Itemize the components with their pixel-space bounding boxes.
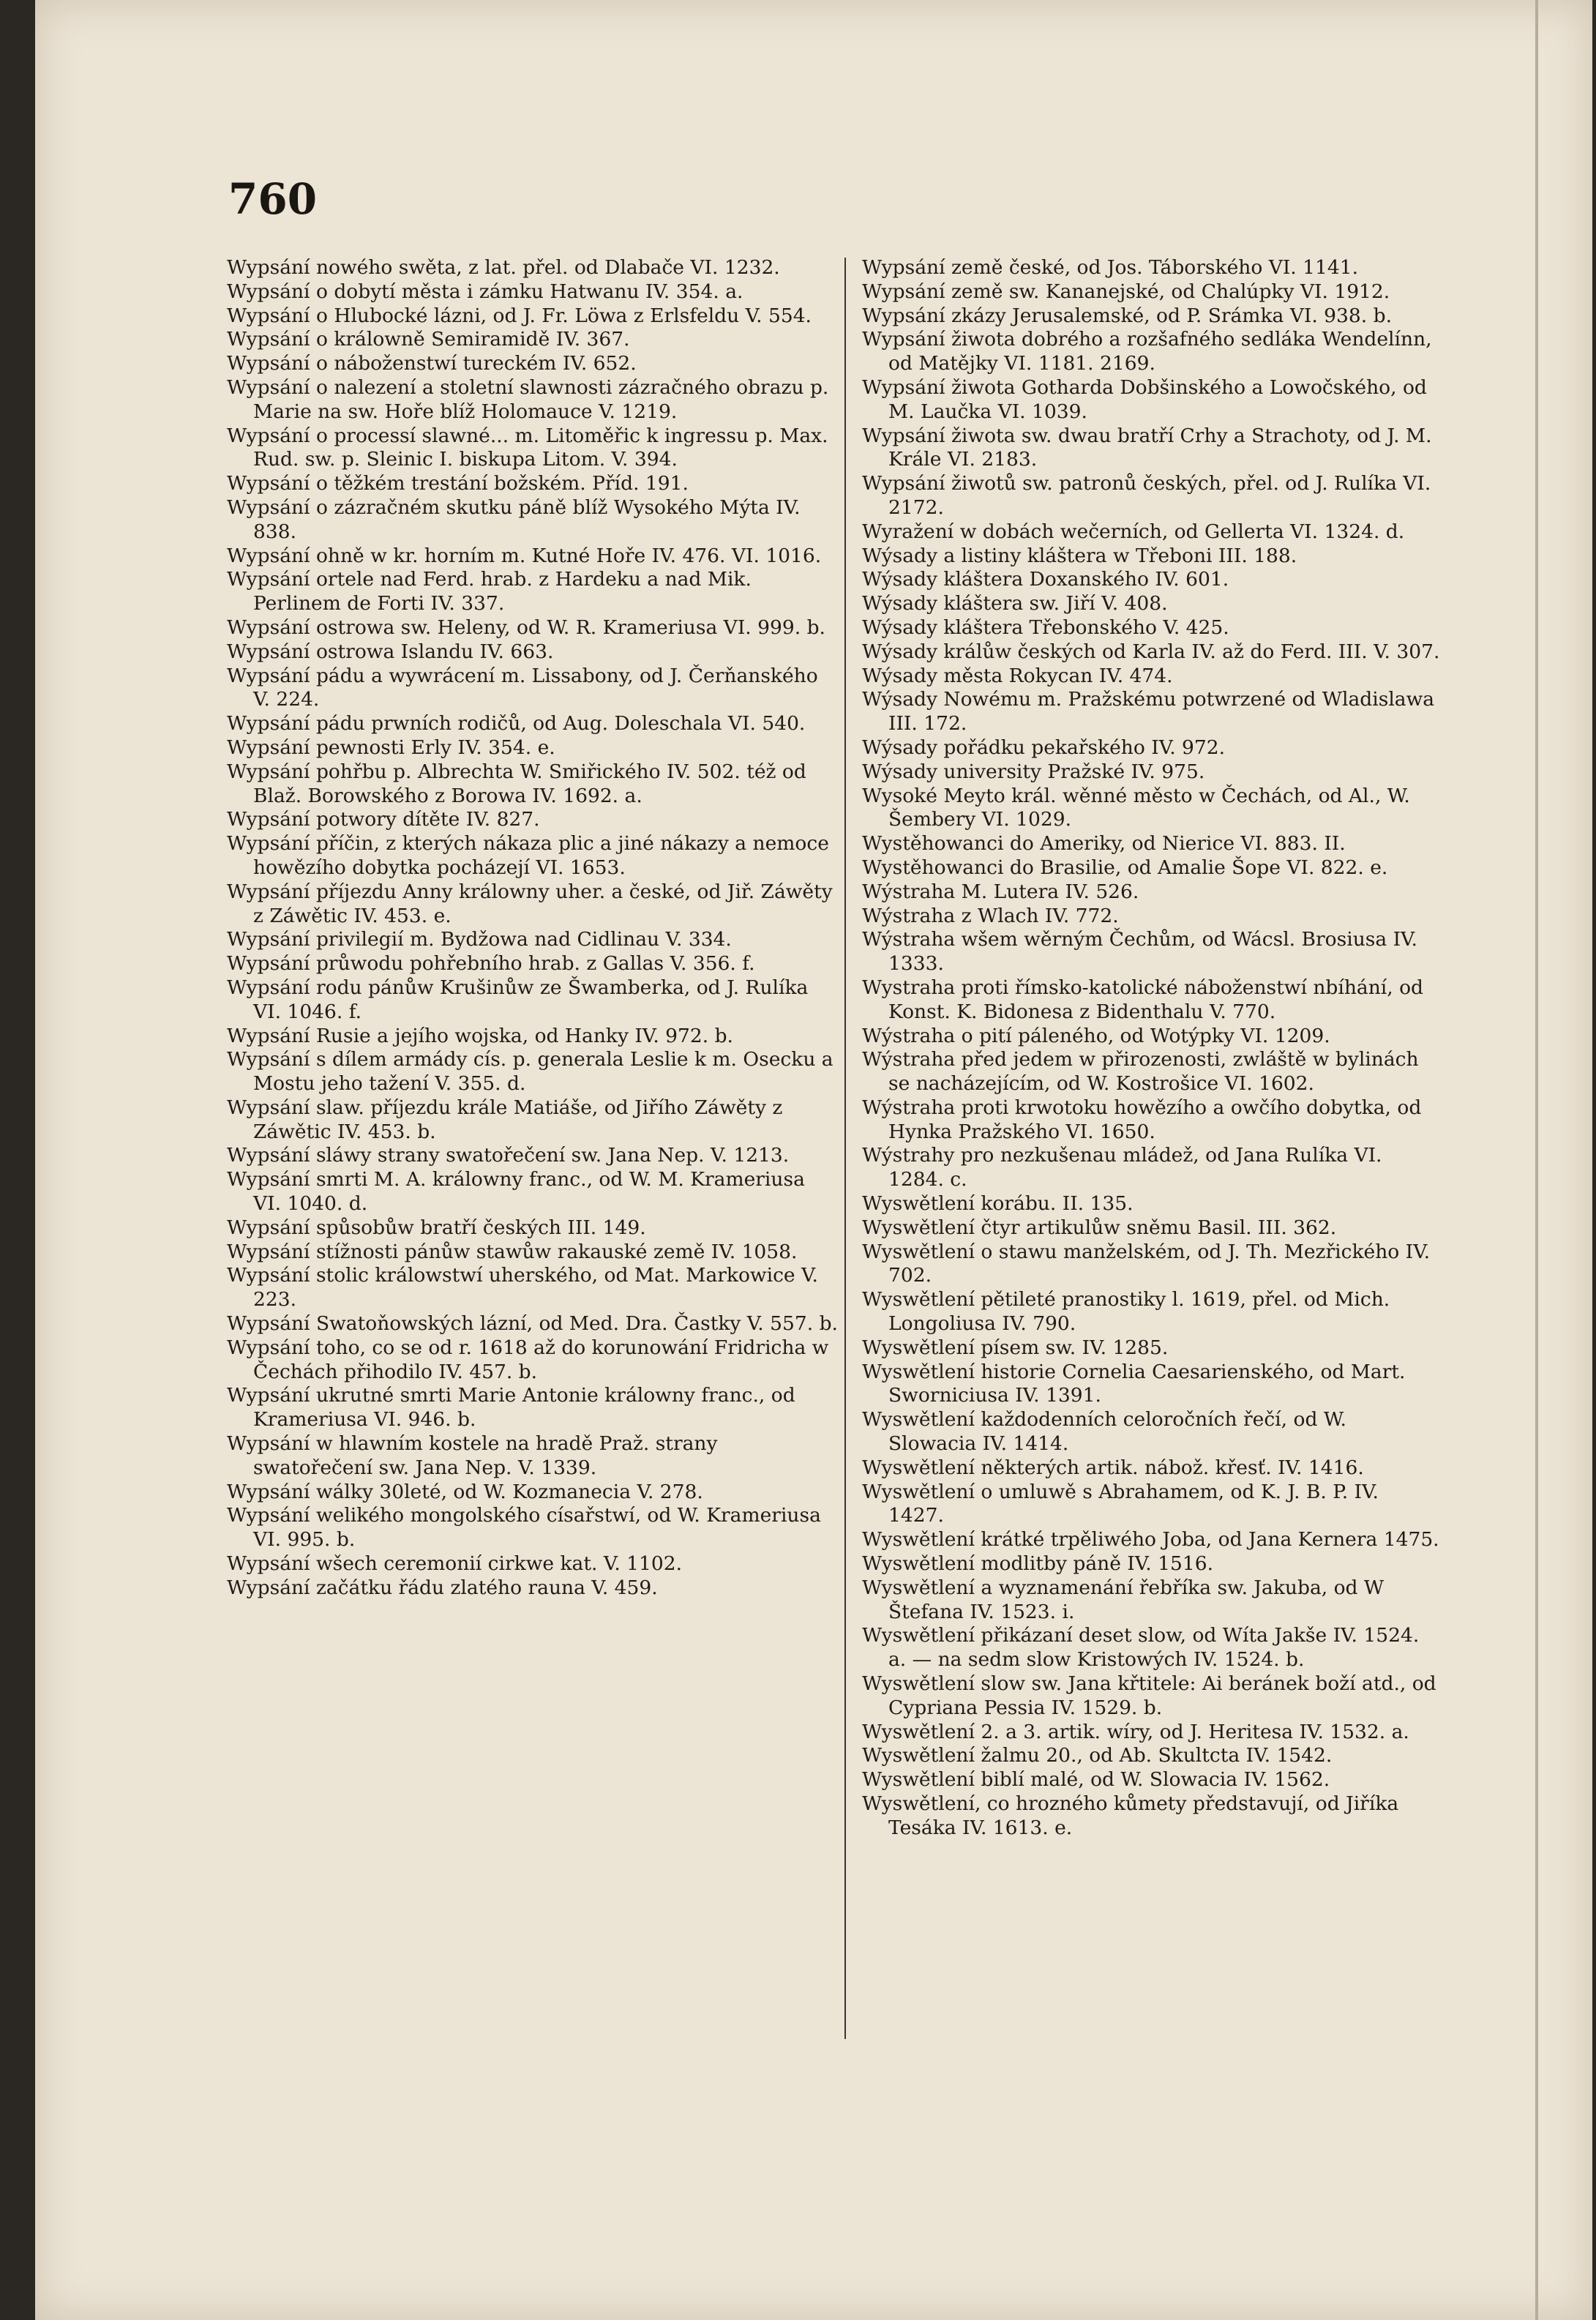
index-entry: Wyswětlení písem sw. IV. 1285. <box>862 1336 1169 1359</box>
index-entry: Wypsání ortele nad Ferd. hrab. z Hardeku a nad Mik. Perlinem de Forti IV. 337. <box>227 568 752 615</box>
index-entry: Wyswětlení, co hrozného kůmety představují, od Jiříka Tesáka IV. 1613. e. <box>862 1792 1399 1839</box>
index-entry: Wyswětlení žalmu 20., od Ab. Skultcta IV. 1542. <box>862 1744 1333 1767</box>
index-entry: Wypsání žiwotů sw. patronů českých, přel. od J. Rulíka VI. 2172. <box>862 472 1431 519</box>
index-entry: Wypsání o dobytí města i zámku Hatwanu IV. 354. a. <box>227 280 743 303</box>
index-entry: Wystěhowanci do Brasilie, od Amalie Šope VI. 822. e. <box>862 856 1388 879</box>
index-entry: Wypsání začátku řádu zlatého rauna V. 459. <box>227 1576 658 1599</box>
index-entry: Wýsady kláštera Třebonského V. 425. <box>862 615 1229 639</box>
book-page <box>35 0 1592 2320</box>
index-entry: Wýstraha wšem wěrným Čechům, od Wácsl. Brosiusa IV. 1333. <box>862 928 1417 976</box>
index-entry: Wýsady kláštera Doxanského IV. 601. <box>862 568 1229 591</box>
index-entry: Wyswětlení přikázaní deset slow, od Wíta Jakše IV. 1524. a. — na sedm slow Kristowých IV. 1524. b. <box>862 1624 1420 1672</box>
index-entry: Wypsání pádu a wywrácení m. Lissabony, od J. Čerňanského V. 224. <box>227 664 818 711</box>
index-entry: Wypsání země české, od Jos. Táborského VI. 1141. <box>862 256 1359 279</box>
index-entry: Wypsání o králowně Semiramidě IV. 367. <box>227 328 630 351</box>
index-entry: Wypsání ohně w kr. horním m. Kutné Hoře IV. 476. VI. 1016. <box>227 544 822 567</box>
index-entry: Wýsady university Pražské IV. 975. <box>862 760 1205 783</box>
column-divider <box>844 258 846 2039</box>
index-entry: Wypsání slaw. příjezdu krále Matiáše, od Jiřího Záwěty z Záwětic IV. 453. b. <box>227 1096 783 1143</box>
index-entry: Wypsání potwory dítěte IV. 827. <box>227 808 540 831</box>
index-entry: Wypsání země sw. Kananejské, od Chalúpky VI. 1912. <box>862 280 1390 303</box>
index-entry: Wyswětlení o umluwě s Abrahamem, od K. J. B. P. IV. 1427. <box>862 1480 1379 1527</box>
index-entry: Wypsání o náboženstwí tureckém IV. 652. <box>227 352 637 375</box>
index-entry: Wypsání zkázy Jerusalemské, od P. Srámka VI. 938. b. <box>862 304 1392 327</box>
index-entry: Wyswětlení každodenních celoročních řečí, od W. Slowacia IV. 1414. <box>862 1408 1346 1456</box>
index-entry: Wysoké Meyto král. wěnné město w Čechách, od Al., W. Šembery VI. 1029. <box>862 784 1410 831</box>
index-entry: Wýsady a listiny kláštera w Třeboni III. 188. <box>862 544 1297 567</box>
index-entry: Wyswětlení čtyr artikulůw sněmu Basil. III. 362. <box>862 1216 1337 1239</box>
index-entry: Wypsání žiwota dobrého a rozšafného sedláka Wendelínn, od Matějky VI. 1181. 2169. <box>862 328 1432 375</box>
index-entry: Wypsání spůsobůw bratří českých III. 149. <box>227 1216 646 1239</box>
index-entry: Wypsání Rusie a jejího wojska, od Hanky IV. 972. b. <box>227 1024 733 1047</box>
index-entry: Wypsání o nalezení a stoletní slawnosti zázračného obrazu p. Marie na sw. Hoře blíž Holomauce V. 1219. <box>227 375 829 423</box>
index-entry: Wypsání pewnosti Erly IV. 354. e. <box>227 736 555 759</box>
index-entry: Wypsání privilegií m. Bydžowa nad Cidlinau V. 334. <box>227 928 732 951</box>
index-entry: Wypsání pádu prwních rodičů, od Aug. Doleschala VI. 540. <box>227 712 806 736</box>
index-entry: Wýstrahy pro nezkušenau mládež, od Jana Rulíka VI. 1284. c. <box>862 1144 1382 1191</box>
index-entry: Wýsady pořádku pekařského IV. 972. <box>862 736 1226 759</box>
index-entry: Wypsání o processí slawné... m. Litoměřic k ingressu p. Max. Rud. sw. p. Sleinic I. biskupa Litom. V. 394. <box>227 424 828 471</box>
index-entry: Wypsání Swatoňowských lázní, od Med. Dra. Častky V. 557. b. <box>227 1312 838 1336</box>
index-entry: Wypsání o zázračném skutku páně blíž Wysokého Mýta IV. 838. <box>227 495 801 543</box>
index-entry: Wypsání žiwota sw. dwau bratří Crhy a Strachoty, od J. M. Krále VI. 2183. <box>862 424 1432 471</box>
index-entry: Wypsání wálky 30leté, od W. Kozmanecia V. 278. <box>227 1480 703 1503</box>
index-entry: Wypsání ukrutné smrti Marie Antonie králowny franc., od Krameriusa VI. 946. b. <box>227 1384 795 1432</box>
index-entry: Wyražení w dobách wečerních, od Gellerta VI. 1324. d. <box>862 520 1405 543</box>
index-entry: Wýstraha proti krwotoku howězího a owčího dobytka, od Hynka Pražského VI. 1650. <box>862 1096 1422 1143</box>
index-entry: Wystěhowanci do Ameriky, od Nierice VI. 883. II. <box>862 832 1346 856</box>
index-entry: Wypsání wšech ceremonií cirkwe kat. V. 1102. <box>227 1552 683 1576</box>
index-entry: Wyswětlení pětileté pranostiky l. 1619, přel. od Mich. Longoliusa IV. 790. <box>862 1288 1390 1336</box>
index-entry: Wypsání nowého swěta, z lat. přel. od Dlabače VI. 1232. <box>227 256 780 279</box>
index-entry: Wypsání příjezdu Anny králowny uher. a české, od Jiř. Záwěty z Záwětic IV. 453. e. <box>227 880 833 927</box>
index-entry: Wypsání příčin, z kterých nákaza plic a jiné nákazy a nemoce howězího dobytka pocházejí VI. 1653. <box>227 832 829 879</box>
index-entry: Wypsání pohřbu p. Albrechta W. Smiřického IV. 502. též od Blaž. Borowského z Borowa IV. 1692. a. <box>227 760 806 807</box>
index-entry: Wypsání ostrowa Islandu IV. 663. <box>227 640 554 663</box>
index-entry: Wyswětlení korábu. II. 135. <box>862 1192 1134 1216</box>
index-entry: Wyswětlení slow sw. Jana křtitele: Ai beránek boží atd., od Cypriana Pessia IV. 1529. b. <box>862 1672 1436 1719</box>
index-entry: Wyswětlení a wyznamenání řebříka sw. Jakuba, od W Štefana IV. 1523. i. <box>862 1576 1385 1623</box>
index-entry: Wýsady města Rokycan IV. 474. <box>862 664 1173 687</box>
index-entry: Wypsání průwodu pohřebního hrab. z Gallas V. 356. f. <box>227 952 755 976</box>
index-entry: Wypsání o Hlubocké lázni, od J. Fr. Löwa z Erlsfeldu V. 554. <box>227 304 812 327</box>
index-entry: Wýsady kláštera sw. Jiří V. 408. <box>862 592 1168 615</box>
index-entry: Wyswětlení modlitby páně IV. 1516. <box>862 1552 1213 1576</box>
right-index-column <box>862 256 1440 1841</box>
index-entry: Wypsání ostrowa sw. Heleny, od W. R. Krameriusa VI. 999. b. <box>227 615 825 639</box>
page-number: 760 <box>228 174 318 224</box>
index-entry: Wyswětlení o stawu manželském, od J. Th. Mezřického IV. 702. <box>862 1240 1431 1287</box>
index-entry: Wypsání sláwy strany swatořečení sw. Jana Nep. V. 1213. <box>227 1144 790 1167</box>
index-entry: Wyswětlení některých artik. nábož. křesť. IV. 1416. <box>862 1456 1364 1479</box>
index-entry: Wyswětlení historie Cornelia Caesarienského, od Mart. Sworniciusa IV. 1391. <box>862 1360 1406 1407</box>
index-entry: Wypsání stolic králowstwí uherského, od Mat. Markowice V. 223. <box>227 1264 818 1311</box>
index-entry: Wýstraha z Wlach IV. 772. <box>862 904 1119 927</box>
index-entry: Wýstraha o pití páleného, od Wotýpky VI. 1209. <box>862 1024 1330 1047</box>
index-entry: Wypsání o těžkém trestání božském. Příd. 191. <box>227 472 689 495</box>
index-entry: Wýsady králůw českých od Karla IV. až do Ferd. III. V. 307. <box>862 640 1440 663</box>
index-entry: Wyswětlení 2. a 3. artik. wíry, od J. Heritesa IV. 1532. a. <box>862 1720 1409 1743</box>
index-entry: Wypsání w hlawním kostele na hradě Praž. strany swatořečení sw. Jana Nep. V. 1339. <box>227 1432 718 1479</box>
left-index-column <box>227 256 838 1601</box>
page-edge <box>1535 0 1538 2320</box>
index-entry: Wypsání s dílem armády cís. p. generala Leslie k m. Osecku a Mostu jeho tažení V. 355. d. <box>227 1048 833 1096</box>
index-entry: Wýsady Nowému m. Pražskému potwrzené od Wladislawa III. 172. <box>862 688 1435 736</box>
index-entry: Wyswětlení krátké trpěliwého Joba, od Jana Kernera 1475. <box>862 1528 1439 1552</box>
index-entry: Wypsání žiwota Gotharda Dobšinského a Lowočského, od M. Laučka VI. 1039. <box>862 375 1427 423</box>
index-entry: Wypsání stížnosti pánůw stawůw rakauské země IV. 1058. <box>227 1240 798 1263</box>
index-entry: Wýstraha M. Lutera IV. 526. <box>862 880 1139 903</box>
index-entry: Wypsání toho, co se od r. 1618 až do korunowání Fridricha w Čechách přihodilo IV. 457. b. <box>227 1336 829 1383</box>
index-entry: Wypsání smrti M. A. králowny franc., od W. M. Krameriusa VI. 1040. d. <box>227 1168 805 1216</box>
index-entry: Wyswětlení biblí malé, od W. Slowacia IV. 1562. <box>862 1768 1330 1792</box>
index-entry: Wypsání rodu pánůw Krušinůw ze Šwamberka, od J. Rulíka VI. 1046. f. <box>227 976 809 1023</box>
index-entry: Wypsání welikého mongolského císařstwí, od W. Krameriusa VI. 995. b. <box>227 1504 821 1552</box>
index-entry: Wystraha proti římsko-katolické náboženstwí nbíhání, od Konst. K. Bidonesa z Bidenthalu V. 770. <box>862 976 1424 1023</box>
index-entry: Wýstraha před jedem w přirozenosti, zwláště w bylinách se nacházejícím, od W. Kostrošice VI. 1602. <box>862 1048 1419 1096</box>
